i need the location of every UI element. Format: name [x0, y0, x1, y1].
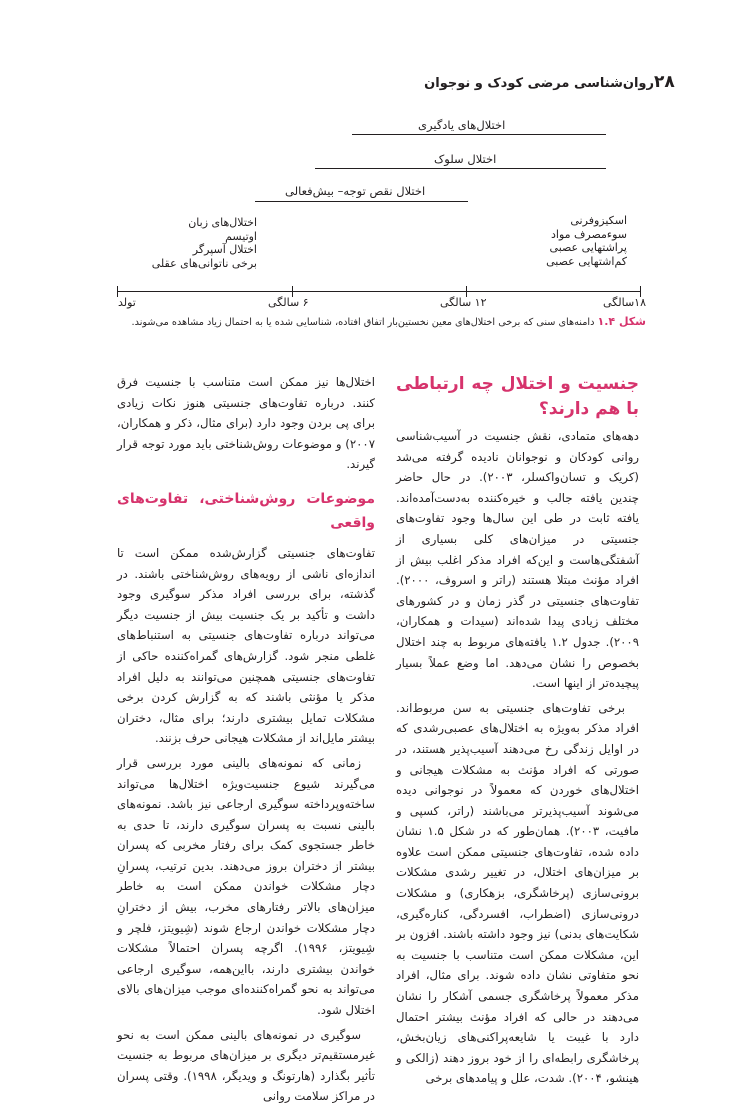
early-onset-item: اوتیسم — [225, 229, 257, 243]
running-title: روان‌شناسی مرضی کودک و نوجوان — [424, 76, 654, 91]
page-number: ۲۸ — [654, 72, 675, 92]
range-label-conduct: اختلال سلوک — [434, 152, 497, 166]
range-line-conduct — [315, 168, 606, 169]
paragraph: سوگیری در نمونه‌های بالینی ممکن است به نحو غیرمستقیم‌تر دیگری بر میزان‌های مربوط به جنسیت تأثیر بگذارد (هارتونگ و ویدیگر، ۱۹۹۸). وقتی پسران در مراکز سلامت روانی — [117, 1027, 375, 1104]
late-onset-item: کم‌اشتهایی عصبی — [546, 254, 627, 268]
axis-label-12: ۱۲ سالگی — [440, 296, 487, 309]
paragraph: زمانی که نمونه‌های بالینی مورد بررسی قرار می‌گیرند شیوع جنسیت‌ویژه اختلال‌ها می‌تواند ساخته‌وپرداخته سوگیری ارجاعی نیز باشد. نمونه‌های بالینی نسبت به پسران سوگیری دارند، تا حدی به خاطر جستجوی کمک برای رفتار مخربی که پسران بیشتر از دختران بروز می‌دهند. بدین ترتیب، پسرانِ دچار مشکلات خواندن ممکن است به خاطر میزان‌های بالاتر رفتارهای مخرب، بیش از دخترانِ دچار مشکلات خواندن ارجاع شوند (شِیویتز، فلچر و شِیویتز، ۱۹۹۶). اگرچه پسران احتمالاً مشکلات خواندن بیشتری دارند، بااین‌همه، سوگیری ارجاعی می‌تواند به نحو گمراه‌کننده‌ای موجب میزان‌های بالای اختلال شود. — [117, 755, 375, 1018]
figure-caption-text: دامنه‌های سنی که برخی اختلال‌های معین نخستین‌بار اتفاق افتاده، شناسایی شده یا به احتمال زیاد مشاهده می‌شوند. — [131, 317, 595, 328]
early-onset-list — [152, 216, 257, 270]
early-onset-item: برخی ناتوانی‌های عقلی — [151, 256, 257, 270]
axis-label-6: ۶ سالگی — [268, 296, 309, 309]
range-line-adhd — [255, 201, 468, 202]
section-heading-methodology: موضوعات روش‌شناختی، تفاوت‌های واقعی — [117, 490, 375, 531]
right-column — [396, 372, 639, 1089]
age-axis — [117, 291, 641, 292]
late-onset-item: سوءمصرف مواد — [550, 227, 627, 241]
early-onset-item: اختلال‌های زبان — [188, 216, 257, 229]
paragraph: اختلال‌ها نیز ممکن است متناسب با جنسیت فرق کنند. درباره تفاوت‌های جنسیتی هنوز نکات زیادی برای پی بردن وجود دارد (برای مثال، ذکر و همکاران، ۲۰۰۷) و موضوعات روش‌شناختی باید مورد توجه قرار گیرند. — [117, 375, 375, 472]
axis-label-birth: تولد — [118, 296, 136, 309]
figure-number: شکل ۱.۴ — [597, 315, 646, 328]
left-column — [117, 372, 375, 1107]
page-header — [0, 0, 749, 100]
figure-caption — [106, 315, 646, 328]
range-label-learning: اختلال‌های یادگیری — [418, 118, 506, 132]
paragraph: برخی تفاوت‌های جنسیتی به سن مربوط‌اند. افراد مذکر به‌ویژه به اختلال‌های عصبی‌رشدی که در اوایل زندگی رخ می‌دهند آسیب‌پذیر هستند، در صورتی که افراد مؤنث به مشکلات هیجانی و اختلال‌های خوردن که معمولاً در نوجوانی دیده می‌شوند آسیب‌پذیرتر می‌باشند (راتر، کسپی و مافیت، ۲۰۰۳). همان‌طور که در شکل ۱.۵ نشان داده شده، تفاوت‌های جنسیتی ممکن است علاوه بر میزان‌های اختلال، در تغییر رشدی مشکلات برونی‌سازی (پرخاشگری، بزهکاری) و مشکلات درونی‌سازی (اضطراب، افسردگی، کناره‌گیری، شکایت‌های بدنی) نیز وجود داشته باشند. افزون بر این، مشکلات ممکن است متناسب با جنسیت به نحو متفاوتی نشان داده شوند. برای مثال، افراد مذکر معمولاً پرخاشگری جسمی آشکار را نشان می‌دهند در حالی که افراد مؤنث بیشتر احتمال دارد با غیبت یا شایعه‌پراکنی‌های زیان‌بخش، پرخاشگری رابطه‌ای را از خود بروز دهند (زالکی و هینشو، ۲۰۰۴). شدت، علل و پیامدهای برخی — [396, 700, 639, 1086]
figure-age-ranges — [0, 110, 749, 340]
range-line-learning — [352, 134, 606, 135]
paragraph: دهه‌های متمادی، نقش جنسیت در آسیب‌شناسی روانی کودکان و نوجوانان نادیده گرفته می‌شد (کریک و تسان‌واکسلر، ۲۰۰۳). در حال حاضر چندین یافته جالب و خیره‌کننده به‌دست‌آمده‌اند. یافته ثابت در طی این سال‌ها وجود تفاوت‌های جنسیتی در میزان‌های کلی بسیاری از آشفتگی‌هاست و این‌که افراد مذکر اغلب بیش از افراد مؤنث مبتلا هستند (راتر و اسروف، ۲۰۰۰). تفاوت‌های جنسیتی در گذر زمان و در کشورهای مختلف زیادی پیدا شده‌اند (سیدات و همکاران، ۲۰۰۹). جدول ۱.۲ یافته‌های مربوط به چند اختلال بخصوص را نشان می‌دهد. اما وضع عملاً بسیار پیچیده‌تر از اینها است. — [396, 429, 639, 691]
late-onset-item: پراشتهایی عصبی — [549, 241, 627, 254]
range-label-adhd: اختلال نقص توجه– بیش‌فعالی — [285, 184, 426, 198]
late-onset-list — [546, 214, 627, 268]
late-onset-item: اسکیزوفرنی — [570, 214, 627, 227]
axis-label-18: ۱۸سالگی — [603, 296, 646, 309]
early-onset-item: اختلال آسپرگر — [192, 243, 257, 256]
section-heading-gender: جنسیت و اختلال چه ارتباطی با هم دارند؟ — [396, 374, 639, 419]
paragraph: تفاوت‌های جنسیتی گزارش‌شده ممکن است تا اندازه‌ای ناشی از رویه‌های روش‌شناختی باشند. در گذشته، برای بررسی افراد مذکر سوگیری وجود داشت و تأکید بر یک جنسیت بیش از جنسیت دیگر می‌تواند درباره تفاوت‌های جنسیتی به استنباط‌های غلطی منجر شود. گزارش‌های گمراه‌کننده حاکی از تفاوت‌های جنسیتی همچنین می‌توانند به دلیل افراد مذکر یا مؤنثی باشند که به گزارش کردن برخی مشکلات تمایل بیشتری دارند؛ برای مثال، دختران بیشتر مایل‌اند از مشکلات هیجانی حرف بزنند. — [117, 545, 375, 746]
